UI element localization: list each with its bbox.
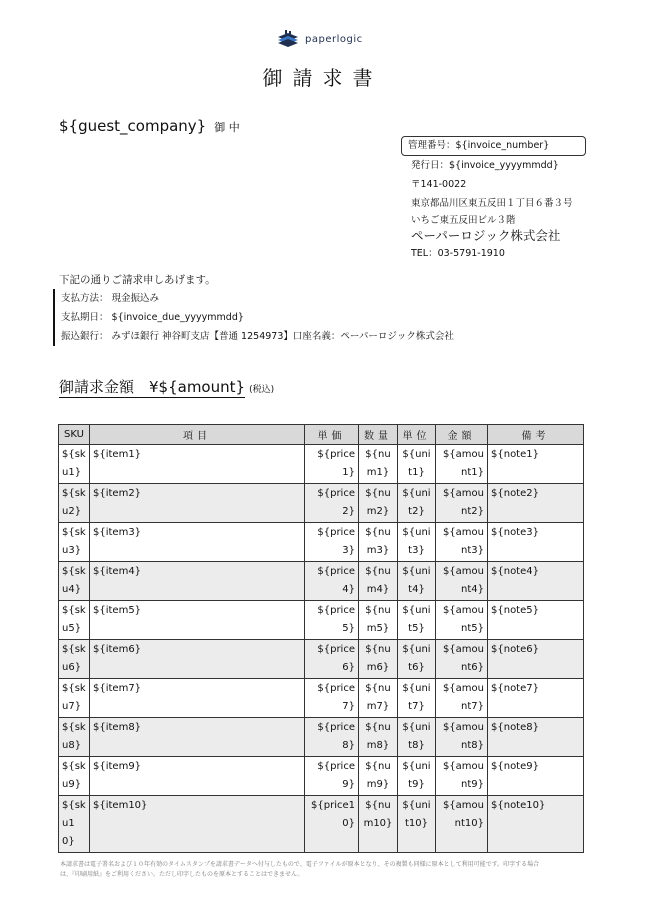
- issuer-info: [401, 136, 586, 263]
- recipient: [59, 117, 240, 135]
- cell-sku: ${sku8}: [59, 718, 90, 757]
- cell-note: ${note2}: [488, 484, 584, 523]
- payment-bank: 振込銀行： みずほ銀行 神谷町支店【普通 1254973】口座名義：ペーパーロジック株式会社: [53, 327, 454, 346]
- issuer-company: ペーパーロジック株式会社: [411, 228, 561, 243]
- header-note: 備考: [488, 425, 584, 445]
- cell-note: ${note5}: [488, 601, 584, 640]
- cell-quantity: ${num10}: [359, 796, 398, 853]
- cell-item: ${item8}: [90, 718, 305, 757]
- footer-note: [60, 860, 585, 880]
- amount-label: 御請求金額 ¥${amount}: [59, 378, 246, 396]
- cell-amount: ${amount2}: [436, 484, 488, 523]
- table-row: [59, 679, 584, 718]
- cell-price: ${price3}: [305, 523, 359, 562]
- cell-price: ${price9}: [305, 757, 359, 796]
- cell-amount: ${amount10}: [436, 796, 488, 853]
- recipient-honorific: 御 中: [214, 121, 240, 134]
- cell-unit: ${unit8}: [398, 718, 436, 757]
- cell-item: ${item2}: [90, 484, 305, 523]
- header-sku: SKU: [59, 425, 90, 445]
- cell-sku: ${sku1}: [59, 445, 90, 484]
- cell-quantity: ${num4}: [359, 562, 398, 601]
- cell-note: ${note1}: [488, 445, 584, 484]
- cell-sku: ${sku7}: [59, 679, 90, 718]
- cell-unit: ${unit1}: [398, 445, 436, 484]
- header-price: 単価: [305, 425, 359, 445]
- cell-item: ${item4}: [90, 562, 305, 601]
- payment-info: [53, 289, 454, 346]
- cell-sku: ${sku3}: [59, 523, 90, 562]
- cell-price: ${price1}: [305, 445, 359, 484]
- cell-quantity: ${num5}: [359, 601, 398, 640]
- logo-text: paperlogic: [305, 33, 363, 45]
- table-row: [59, 757, 584, 796]
- lead-text: 下記の通りご請求申しあげます。: [59, 274, 216, 286]
- cell-quantity: ${num1}: [359, 445, 398, 484]
- cell-price: ${price7}: [305, 679, 359, 718]
- items-table: [58, 424, 584, 853]
- cell-amount: ${amount7}: [436, 679, 488, 718]
- cell-price: ${price2}: [305, 484, 359, 523]
- recipient-company: ${guest_company}: [59, 117, 207, 135]
- cell-amount: ${amount8}: [436, 718, 488, 757]
- cell-amount: ${amount9}: [436, 757, 488, 796]
- invoice-number: 管理番号：${invoice_number}: [401, 136, 586, 156]
- cell-quantity: ${num9}: [359, 757, 398, 796]
- cell-amount: ${amount5}: [436, 601, 488, 640]
- cell-sku: ${sku9}: [59, 757, 90, 796]
- layered-stack-icon: [276, 30, 300, 48]
- cell-unit: ${unit7}: [398, 679, 436, 718]
- cell-sku: ${sku10}: [59, 796, 90, 853]
- cell-unit: ${unit9}: [398, 757, 436, 796]
- cell-note: ${note6}: [488, 640, 584, 679]
- cell-quantity: ${num7}: [359, 679, 398, 718]
- footer-line-2: は、『印刷用紙』をご利用ください。ただし印字したものを原本とすることはできません。: [60, 871, 304, 878]
- cell-item: ${item5}: [90, 601, 305, 640]
- cell-unit: ${unit5}: [398, 601, 436, 640]
- table-row: [59, 523, 584, 562]
- postal-code: 〒141-0022: [411, 179, 467, 190]
- cell-price: ${price8}: [305, 718, 359, 757]
- issuer-tel: TEL：03-5791-1910: [411, 248, 505, 259]
- table-row: [59, 796, 584, 853]
- table-row: [59, 484, 584, 523]
- table-row: [59, 445, 584, 484]
- cell-price: ${price5}: [305, 601, 359, 640]
- cell-sku: ${sku6}: [59, 640, 90, 679]
- table-header-row: [59, 425, 584, 445]
- cell-amount: ${amount6}: [436, 640, 488, 679]
- cell-quantity: ${num6}: [359, 640, 398, 679]
- cell-sku: ${sku2}: [59, 484, 90, 523]
- table-row: [59, 718, 584, 757]
- cell-unit: ${unit10}: [398, 796, 436, 853]
- table-row: [59, 562, 584, 601]
- cell-sku: ${sku4}: [59, 562, 90, 601]
- header-item: 項目: [90, 425, 305, 445]
- cell-note: ${note7}: [488, 679, 584, 718]
- cell-note: ${note8}: [488, 718, 584, 757]
- cell-unit: ${unit6}: [398, 640, 436, 679]
- header-unit: 単位: [398, 425, 436, 445]
- cell-amount: ${amount1}: [436, 445, 488, 484]
- cell-item: ${item3}: [90, 523, 305, 562]
- table-row: [59, 640, 584, 679]
- document-title: 御請求書: [262, 66, 383, 90]
- cell-unit: ${unit4}: [398, 562, 436, 601]
- cell-amount: ${amount4}: [436, 562, 488, 601]
- cell-sku: ${sku5}: [59, 601, 90, 640]
- cell-item: ${item7}: [90, 679, 305, 718]
- cell-note: ${note3}: [488, 523, 584, 562]
- address-line-2: いちご東五反田ビル３階: [411, 215, 516, 226]
- cell-amount: ${amount3}: [436, 523, 488, 562]
- cell-price: ${price6}: [305, 640, 359, 679]
- cell-note: ${note10}: [488, 796, 584, 853]
- cell-quantity: ${num2}: [359, 484, 398, 523]
- payment-due: 支払期日： ${invoice_due_yyyymmdd}: [53, 308, 454, 327]
- tax-note: (税込): [249, 385, 275, 395]
- cell-quantity: ${num3}: [359, 523, 398, 562]
- cell-price: ${price4}: [305, 562, 359, 601]
- table-row: [59, 601, 584, 640]
- invoice-amount: [59, 376, 274, 397]
- issue-date: 発行日：${invoice_yyyymmdd}: [411, 160, 559, 171]
- cell-item: ${item9}: [90, 757, 305, 796]
- cell-note: ${note9}: [488, 757, 584, 796]
- cell-quantity: ${num8}: [359, 718, 398, 757]
- header-amount: 金額: [436, 425, 488, 445]
- address-line-1: 東京都品川区東五反田１丁目６番３号: [411, 198, 573, 209]
- header-quantity: 数量: [359, 425, 398, 445]
- cell-note: ${note4}: [488, 562, 584, 601]
- cell-item: ${item6}: [90, 640, 305, 679]
- footer-line-1: 本請求書は電子署名および１０年有効のタイムスタンプを請求書データへ付与したもので、電子ファイルが原本となり、その複製も同様に原本として利用可能です。印字する場合: [60, 861, 540, 868]
- cell-item: ${item10}: [90, 796, 305, 853]
- logo: [276, 30, 363, 48]
- cell-unit: ${unit3}: [398, 523, 436, 562]
- payment-method: 支払方法： 現金振込み: [53, 289, 454, 308]
- cell-unit: ${unit2}: [398, 484, 436, 523]
- cell-price: ${price10}: [305, 796, 359, 853]
- cell-item: ${item1}: [90, 445, 305, 484]
